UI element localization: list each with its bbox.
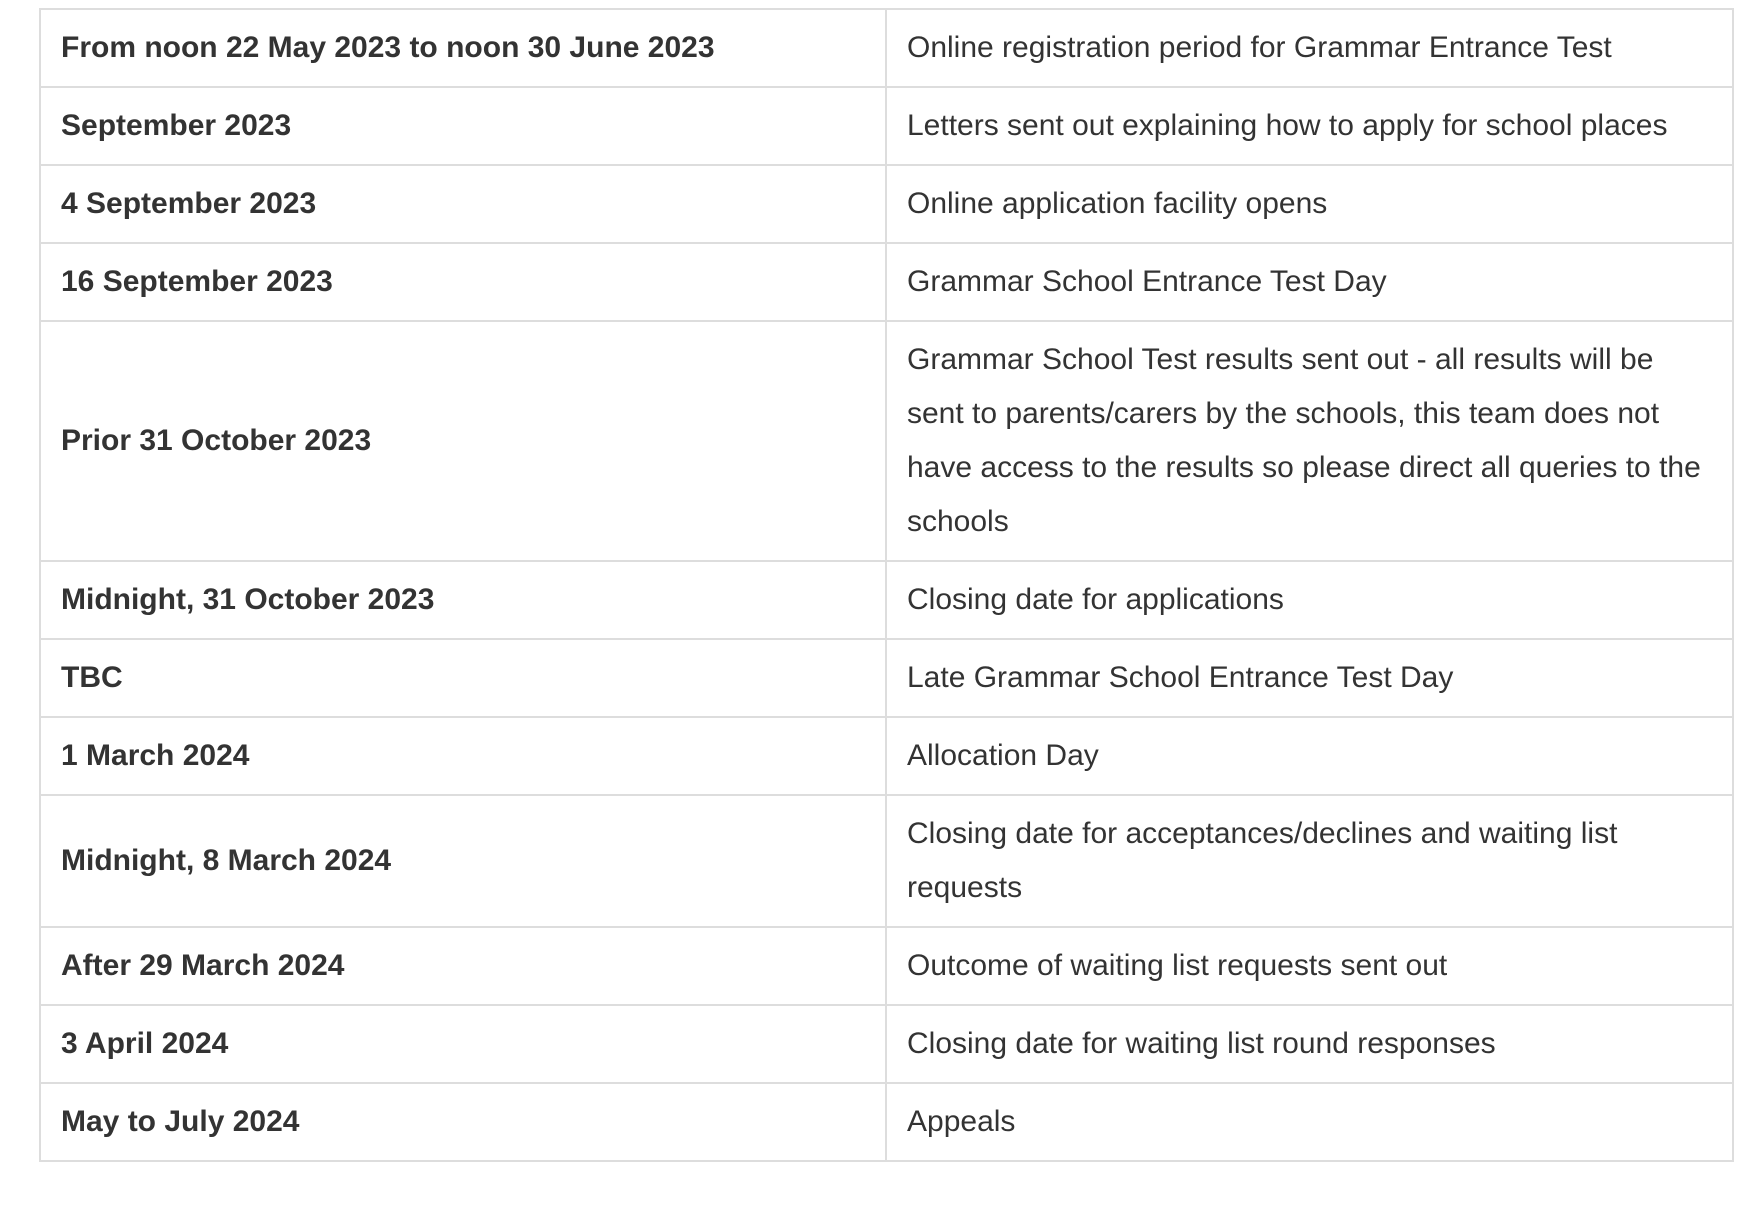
event-cell: Appeals: [886, 1083, 1733, 1161]
table-row: [40, 795, 1733, 927]
event-cell: Closing date for applications: [886, 561, 1733, 639]
event-cell: Closing date for acceptances/declines and waiting list requests: [886, 795, 1733, 927]
date-cell: 1 March 2024: [40, 717, 886, 795]
table-row: [40, 561, 1733, 639]
table-row: [40, 1005, 1733, 1083]
date-cell: Midnight, 31 October 2023: [40, 561, 886, 639]
event-cell: Online registration period for Grammar Entrance Test: [886, 9, 1733, 87]
table-row: [40, 717, 1733, 795]
event-cell: Allocation Day: [886, 717, 1733, 795]
date-cell: September 2023: [40, 87, 886, 165]
date-cell: Prior 31 October 2023: [40, 321, 886, 561]
table-row: [40, 1083, 1733, 1161]
table-row: [40, 87, 1733, 165]
table-row: [40, 321, 1733, 561]
date-cell: 3 April 2024: [40, 1005, 886, 1083]
event-cell: Outcome of waiting list requests sent out: [886, 927, 1733, 1005]
table-row: [40, 165, 1733, 243]
date-cell: After 29 March 2024: [40, 927, 886, 1005]
timeline-table-body: [40, 9, 1733, 1161]
event-cell: Letters sent out explaining how to apply for school places: [886, 87, 1733, 165]
date-cell: TBC: [40, 639, 886, 717]
date-cell: 16 September 2023: [40, 243, 886, 321]
table-row: [40, 639, 1733, 717]
date-cell: May to July 2024: [40, 1083, 886, 1161]
table-row: [40, 243, 1733, 321]
table-row: [40, 9, 1733, 87]
event-cell: Late Grammar School Entrance Test Day: [886, 639, 1733, 717]
event-cell: Online application facility opens: [886, 165, 1733, 243]
date-cell: 4 September 2023: [40, 165, 886, 243]
date-cell: Midnight, 8 March 2024: [40, 795, 886, 927]
event-cell: Grammar School Entrance Test Day: [886, 243, 1733, 321]
timeline-table: [39, 8, 1734, 1162]
table-row: [40, 927, 1733, 1005]
event-cell: Grammar School Test results sent out - all results will be sent to parents/carers by the schools, this team does not have access to the results so please direct all queries to the schools: [886, 321, 1733, 561]
event-cell: Closing date for waiting list round responses: [886, 1005, 1733, 1083]
date-cell: From noon 22 May 2023 to noon 30 June 2023: [40, 9, 886, 87]
